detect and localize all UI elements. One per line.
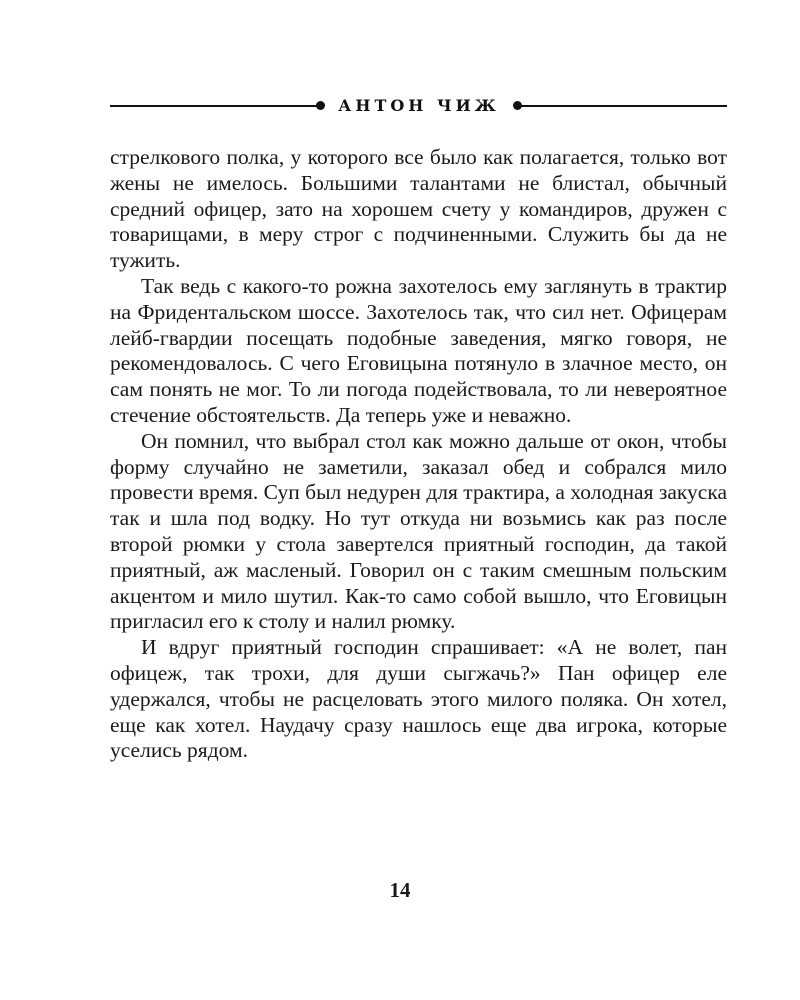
paragraph-continuation: стрелкового полка, у которого все было как полагается, только вот жены не имелось. Большими талантами не блистал, обычный средний офицер, зато на хорошем счету у командиров, дружен с товарищами, в меру строг с подчиненными. Служить бы да не тужить. — [110, 145, 727, 273]
body-text — [110, 145, 727, 764]
paragraph: И вдруг приятный господин спрашивает: «А не волет, пан офицеж, так трохи, для души сыгжачь?» Пан офицер еле удержался, чтобы не расцеловать этого милого поляка. Он хотел, еще как хотел. Наудачу сразу нашлось еще два игрока, которые уселись рядом. — [110, 635, 727, 763]
paragraph: Так ведь с какого-то рожна захотелось ему заглянуть в трактир на Фридентальском шоссе. Захотелось так, что сил нет. Офицерам лейб-гвардии посещать подобные заведения, мягко говоря, не рекомендовалось. С чего Еговицына потянуло в злачное место, он сам понять не мог. То ли погода подействовала, то ли невероятное стечение обстоятельств. Да теперь уже и неважно. — [110, 273, 727, 427]
paragraph: Он помнил, что выбрал стол как можно дальше от окон, чтобы форму случайно не заметили, заказал обед и собрался мило провести время. Суп был недурен для трактира, а холодная закуска так и шла под водку. Но тут откуда ни возьмись как раз после второй рюмки у стола завертелся приятный господин, да такой приятный, аж масленый. Говорил он с таким смешным польским акцентом и мило шутил. Как-то само собой вышло, что Еговицын пригласил его к столу и налил рюмку. — [110, 428, 727, 634]
page-number: 14 — [389, 878, 411, 902]
header-rule-left — [110, 105, 320, 107]
running-head-author: АНТОН ЧИЖ — [338, 96, 500, 115]
running-header — [110, 92, 727, 120]
header-ornament-dot-left — [316, 101, 325, 110]
header-rule-right — [517, 105, 727, 107]
